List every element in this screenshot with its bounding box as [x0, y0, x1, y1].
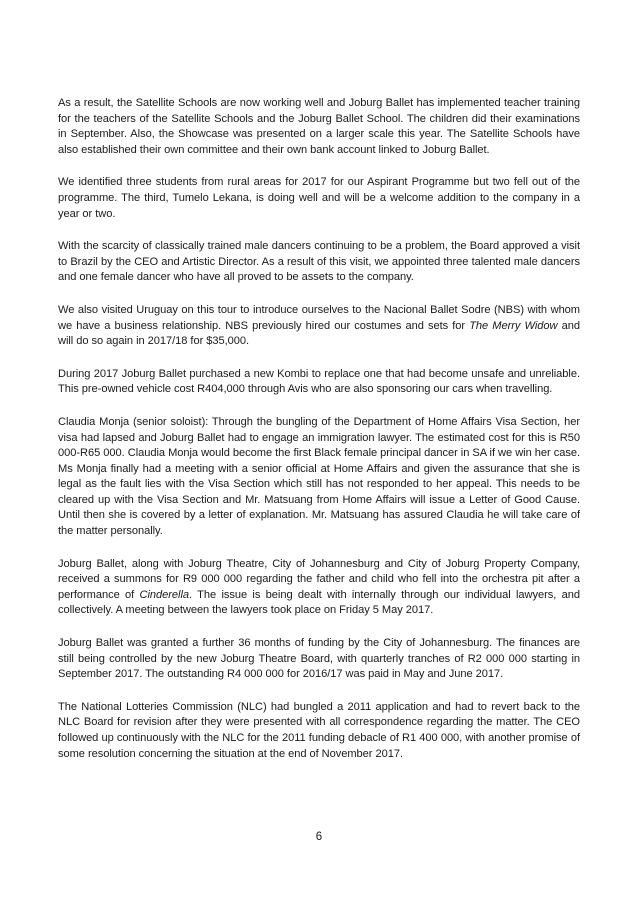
paragraph-summons [58, 557, 580, 619]
paragraph-text: We also visited Uruguay on this tour to introduce ourselves to the Nacional Ballet Sodre (NBS) with whom we have a business relationship. NBS previously hired our costumes and sets for [58, 303, 580, 332]
paragraph-nlc: The National Lotteries Commission (NLC) had bungled a 2011 application and had to revert back to the NLC Board for revision after they were presented with all correspondence regarding the matter. The CEO followed up continuously with the NLC for the 2011 funding debacle of R1 400 000, with another promise of some resolution concerning the situation at the end of November 2017. [58, 700, 580, 760]
paragraph-uruguay-visit [58, 303, 580, 350]
document-page [58, 96, 580, 779]
paragraph-kombi-purchase: During 2017 Joburg Ballet purchased a new Kombi to replace one that had become unsafe and unreliable. This pre-owned vehicle cost R404,000 through Avis who are also sponsoring our cars when travelling. [58, 367, 580, 396]
production-title: The Merry Widow [469, 319, 558, 332]
page-number: 6 [315, 831, 323, 843]
paragraph-text: Joburg Ballet, along with Joburg Theatre, City of Johannesburg and City of Joburg Property Company, received a summons for R9 000 000 regarding the father and child who fell into the orchestra pit after a performance of [58, 557, 580, 601]
paragraph-aspirant-programme: We identified three students from rural areas for 2017 for our Aspirant Programme but two fell out of the programme. The third, Tumelo Lekana, is doing well and will be a welcome addition to the company in a year or two. [58, 176, 580, 220]
production-title: Cinderella [139, 588, 189, 601]
paragraph-brazil-visit: With the scarcity of classically trained male dancers continuing to be a problem, the Board approved a visit to Brazil by the CEO and Artistic Director. As a result of this visit, we appointed three talented male dancers and one female dancer who have all proved to be assets to the company. [58, 240, 580, 284]
paragraph-text: and will do so again in 2017/18 for $35,000. [58, 319, 580, 348]
paragraph-text: . The issue is being dealt with internally through our individual lawyers, and collectively. A meeting between the lawyers took place on Friday 5 May 2017. [58, 588, 580, 617]
paragraph-satellite-schools: As a result, the Satellite Schools are now working well and Joburg Ballet has implemented teacher training for the teachers of the Satellite Schools and the Joburg Ballet School. The children did their examinations in September. Also, the Showcase was presented on a larger scale this year. The Satellite Schools have also established their own committee and their own bank account linked to Joburg Ballet. [58, 97, 580, 156]
paragraph-city-funding: Joburg Ballet was granted a further 36 months of funding by the City of Johannesburg. The finances are still being controlled by the new Joburg Theatre Board, with quarterly tranches of R2 000 000 starting in September 2017. The outstanding R4 000 000 for 2016/17 was paid in May and June 2017. [58, 637, 580, 681]
paragraph-claudia-monja: Claudia Monja (senior soloist): Through the bungling of the Department of Home Affairs Visa Section, her visa had lapsed and Joburg Ballet had to engage an immigration lawyer. The estimated cost for this is R50 000-R65 000. Claudia Monja would become the first Black female principal dancer in SA if we win her case. Ms Monja finally had a meeting with a senior official at Home Affairs and given the assurance that she is legal as the fault lies with the Visa Section which still has not responded to her appeal. This needs to be cleared up with the Visa Section and Mr. Matsuang from Home Affairs will issue a Letter of Good Cause. Until then she is covered by a letter of explanation. Mr. Matsuang has assured Claudia he will take care of the matter personally. [58, 415, 580, 538]
